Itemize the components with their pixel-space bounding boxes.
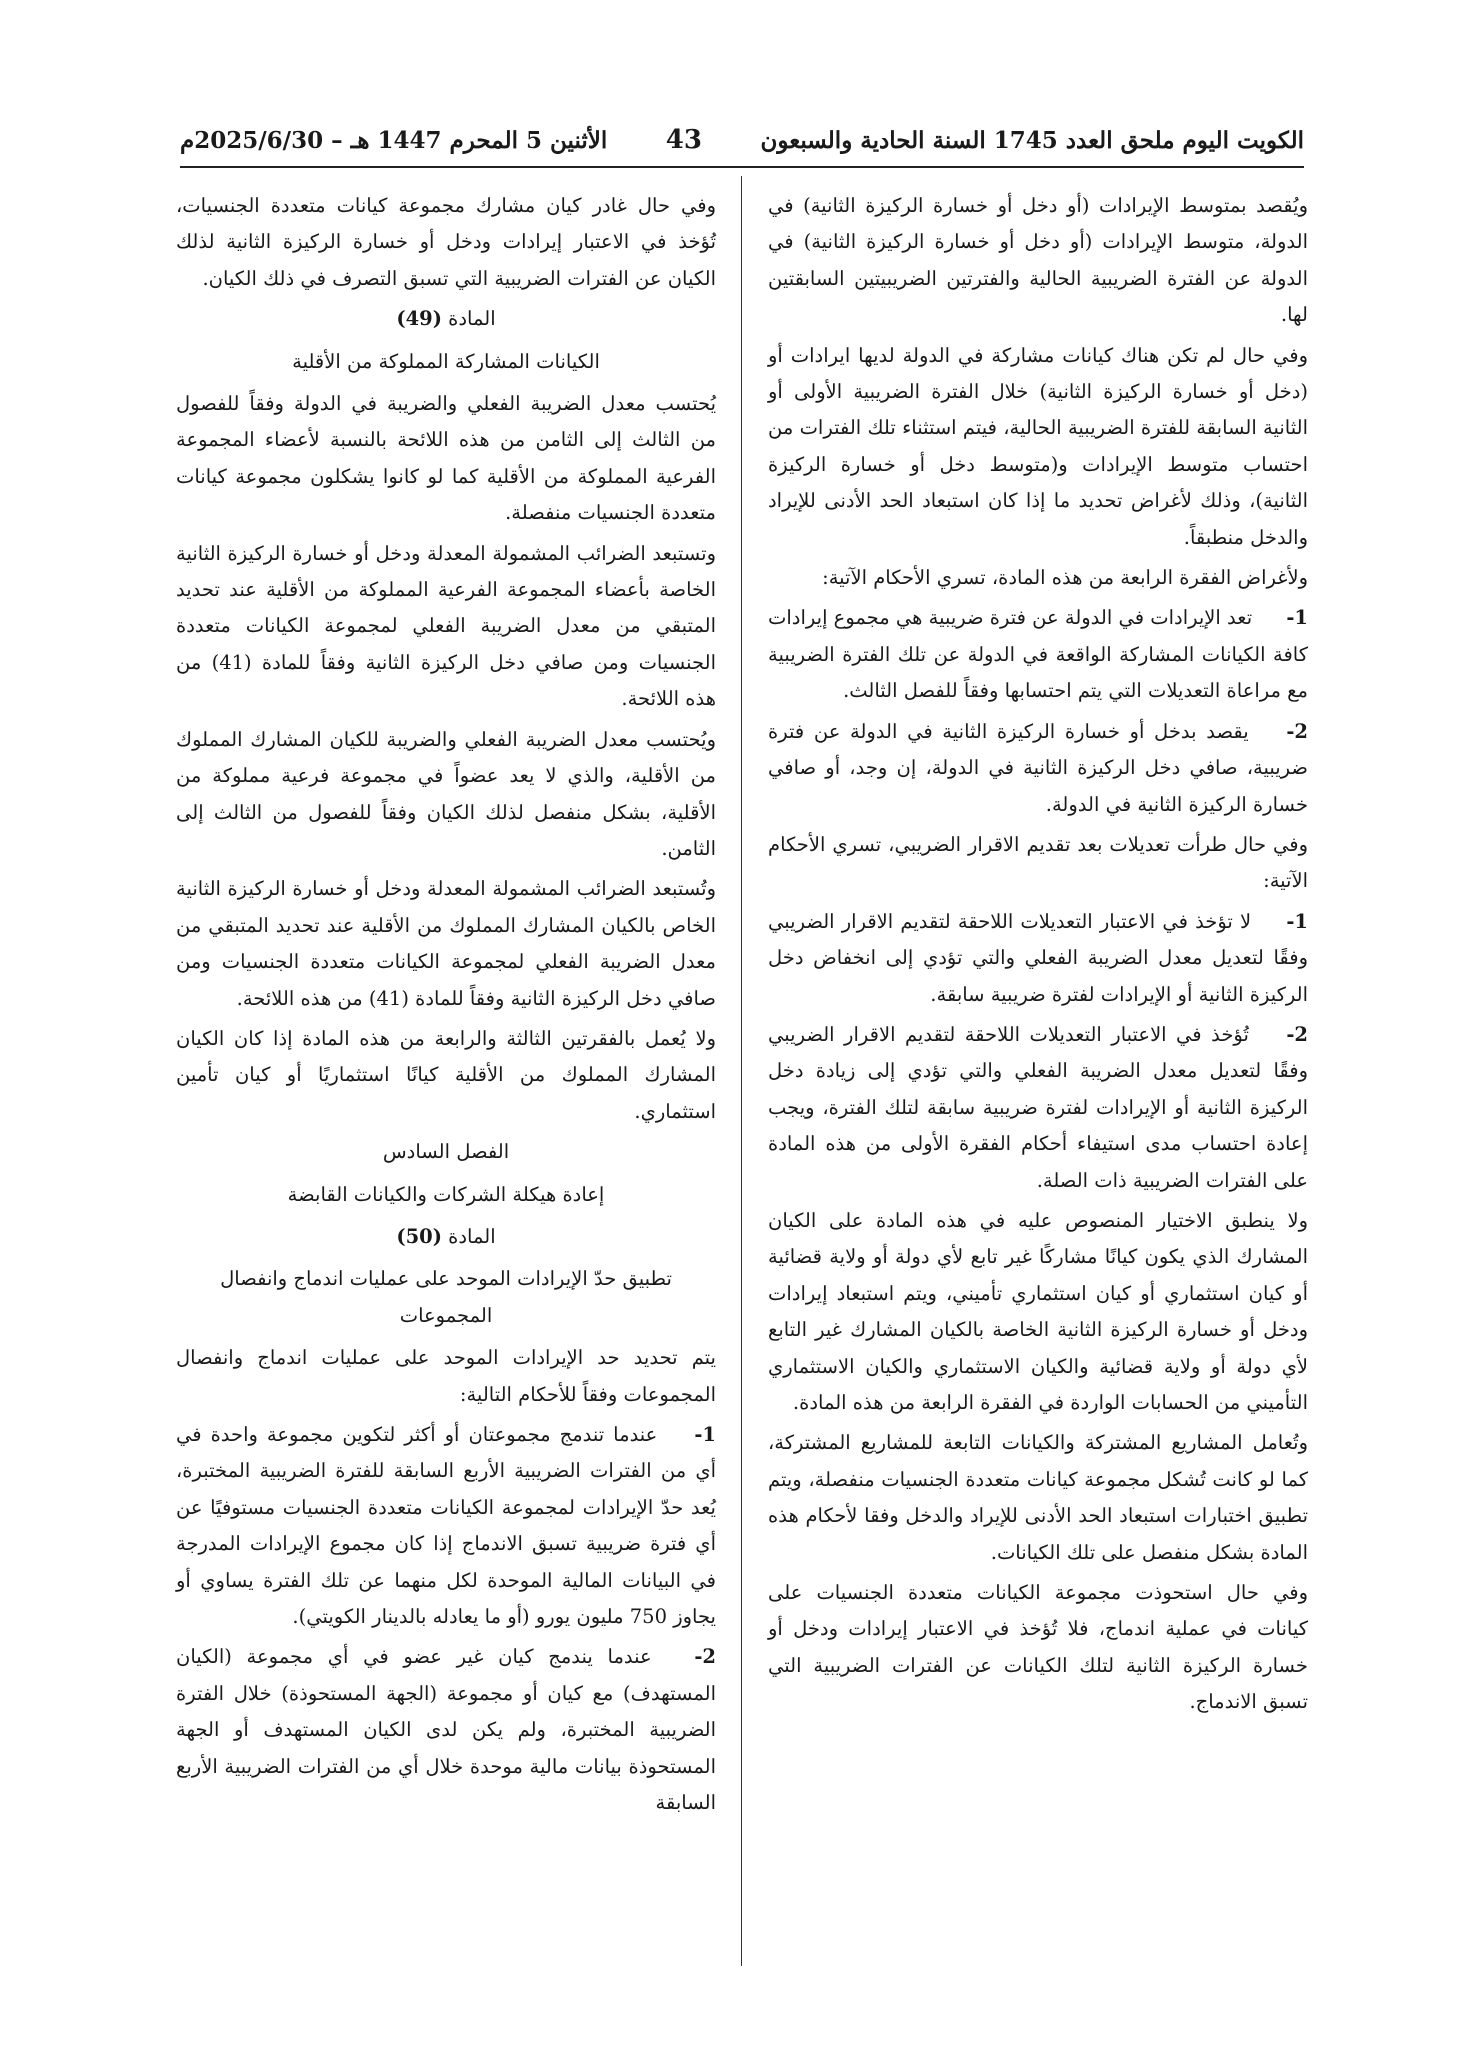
left-column — [176, 188, 716, 1825]
item-text: عندما تندمج مجموعتان أو أكثر لتكوين مجموعة واحدة في أي من الفترات الضريبية الأربع السابقة للفترة الضريبية المختبرة، يُعد حدّ الإيرادات لمجموعة الكيانات متعددة الجنسيات مستوفيًا عن أي فترة ضريبية تسبق الاندماج إذا كان مجموع الإيرادات المدرجة في البيانات المالية الموحدة لكل منهما عن تلك الفترة يساوي أو يجاوز 750 مليون يورو (أو ما يعادله بالدينار الكويتي). — [176, 1423, 716, 1629]
item-text: عندما يندمج كيان غير عضو في أي مجموعة (الكيان المستهدف) مع كيان أو مجموعة (الجهة المستحوذة) خلال الفترة الضريبية المختبرة، ولم يكن لدى الكيان المستهدف أو الجهة المستحوذة بيانات مالية موحدة خلال أي من الفترات الضريبية الأربع السابقة — [176, 1645, 716, 1815]
paragraph: ولا ينطبق الاختيار المنصوص عليه في هذه المادة على الكيان المشارك الذي يكون كيانًا مشاركًا غير تابع لأي دولة أو ولاية قضائية أو كيان استثماري أو كيان استثماري تأميني، ويتم استبعاد إيرادات ودخل أو خسارة الركيزة الثانية الخاصة بالكيان المشارك غير التابع لأي دولة أو ولاية قضائية والكيان الاستثماري والكيان الاستثماري التأميني من الحسابات الواردة في الفقرة الرابعة من هذه المادة. — [768, 1208, 1308, 1414]
paragraph: ويُقصد بمتوسط الإيرادات (أو دخل أو خسارة الركيزة الثانية) في الدولة، متوسط الإيرادات (أو دخل أو خسارة الركيزة الثانية) في الدولة عن الفترة الضريبية الحالية والفترتين الضريبيتين السابقتين لها. — [768, 194, 1308, 327]
item-text: تعد الإيرادات في الدولة عن فترة ضريبية هي مجموع إيرادات كافة الكيانات المشاركة الواقعة في الدولة عن تلك الفترة الضريبية مع مراعاة التعديلات التي يتم احتسابها وفقاً للفصل الثالث. — [768, 606, 1308, 703]
numbered-item — [768, 714, 1308, 823]
item-text: يقصد بدخل أو خسارة الركيزة الثانية في الدولة عن فترة ضريبية، صافي دخل الركيزة الثانية في الدولة، إن وجد، أو صافي خسارة الركيزة الثانية في الدولة. — [768, 719, 1308, 816]
column-divider — [741, 176, 742, 1966]
item-text: تُؤخذ في الاعتبار التعديلات اللاحقة لتقديم الاقرار الضريبي وفقًا لتعديل معدل الضريبة الفعلي والتي تؤدي إلى زيادة دخل الركيزة الثانية أو الإيرادات لفترة ضريبية سابقة لتلك الفترة، ويجب إعادة احتساب مدى استيفاء أحكام الفقرة الأولى من هذه المادة على الفترات الضريبية ذات الصلة. — [768, 1022, 1308, 1192]
paragraph: وفي حال لم تكن هناك كيانات مشاركة في الدولة لديها ايرادات أو (دخل أو خسارة الركيزة الثانية) خلال الفترة الضريبية الأولى أو الثانية السابقة للفترة الضريبية الحالية، فيتم استثناء تلك الفترات من احتساب متوسط الإيرادات و(متوسط دخل أو خسارة الركيزة الثانية)، وذلك لأغراض تحديد ما إذا كان استبعاد الحد الأدنى للإيراد والدخل منطبقاً. — [768, 343, 1308, 549]
header-publication-info: الكويت اليوم ملحق العدد 1745 السنة الحادية والسبعون — [760, 126, 1304, 154]
numbered-item — [176, 1417, 716, 1635]
header-rule — [180, 166, 1304, 168]
article-title-49: الكيانات المشاركة المملوكة من الأقلية — [292, 349, 600, 373]
paragraph: وفي حال استحوذت مجموعة الكيانات متعددة الجنسيات على كيانات في عملية اندماج، فلا تُؤخذ في الاعتبار إيرادات ودخل أو خسارة الركيزة الثانية لتلك الكيانات عن الفترات الضريبية التي تسبق الاندماج. — [768, 1581, 1308, 1714]
item-number: 1- — [1286, 909, 1308, 933]
numbered-item — [768, 904, 1308, 1013]
chapter-title: إعادة هيكلة الشركات والكيانات القابضة — [287, 1182, 605, 1206]
paragraph: يُحتسب معدل الضريبة الفعلي والضريبة في الدولة وفقاً للفصول من الثالث إلى الثامن من هذه اللائحة بالنسبة لأعضاء المجموعة الفرعية المملوكة من الأقلية كما لو كانوا يشكلون مجموعة كيانات متعددة الجنسيات منفصلة. — [176, 392, 716, 525]
item-number: 2- — [1286, 719, 1308, 743]
paragraph: ولأغراض الفقرة الرابعة من هذه المادة، تسري الأحكام الآتية: — [822, 566, 1308, 590]
article-number: (49) — [396, 307, 442, 331]
article-heading-49 — [176, 301, 716, 337]
right-column — [768, 188, 1308, 1725]
numbered-item — [768, 1017, 1308, 1199]
paragraph: وتستبعد الضرائب المشمولة المعدلة ودخل أو خسارة الركيزة الثانية الخاصة بأعضاء المجموعة الفرعية المملوكة من الأقلية عند تحديد المتبقي من معدل الضريبة الفعلي لمجموعة الكيانات متعددة الجنسيات ومن صافي دخل الركيزة الثانية وفقاً للمادة (41) من هذه اللائحة. — [176, 541, 716, 711]
paragraph: يتم تحديد حد الإيرادات الموحد على عمليات اندماج وانفصال المجموعات وفقاً للأحكام التالية: — [176, 1346, 716, 1406]
paragraph: وفي حال طرأت تعديلات بعد تقديم الاقرار الضريبي، تسري الأحكام الآتية: — [768, 832, 1308, 893]
numbered-item — [176, 1639, 716, 1821]
paragraph: ويُحتسب معدل الضريبة الفعلي والضريبة للكيان المشارك المملوك من الأقلية، والذي لا يعد عضواً في مجموعة فرعية مملوكة من الأقلية، بشكل منفصل لذلك الكيان وفقاً للفصول من الثالث إلى الثامن. — [176, 727, 716, 860]
page-header — [180, 118, 1304, 162]
item-text: لا تؤخذ في الاعتبار التعديلات اللاحقة لتقديم الاقرار الضريبي وفقًا لتعديل معدل الضريبة الفعلي والتي تؤدي إلى انخفاض دخل الركيزة الثانية أو الإيرادات لفترة ضريبية سابقة. — [768, 909, 1308, 1006]
paragraph: وتُعامل المشاريع المشتركة والكيانات التابعة للمشاريع المشتركة، كما لو كانت تُشكل مجموعة كيانات متعددة الجنسيات منفصلة، ويتم تطبيق اختبارات استبعاد الحد الأدنى للإيراد والدخل وفقا لأحكام هذه المادة بشكل منفصل على تلك الكيانات. — [768, 1431, 1308, 1564]
article-number: (50) — [396, 1224, 442, 1248]
header-page-number: 43 — [665, 125, 702, 155]
item-number: 2- — [694, 1645, 716, 1669]
item-number: 1- — [1286, 606, 1308, 630]
header-date: الأثنين 5 المحرم 1447 هـ – 2025/6/30م — [180, 126, 608, 154]
article-heading-50 — [176, 1219, 716, 1255]
chapter-heading: الفصل السادس — [382, 1140, 510, 1164]
item-number: 2- — [1286, 1022, 1308, 1046]
article-word: المادة — [448, 307, 496, 331]
paragraph: وفي حال غادر كيان مشارك مجموعة كيانات متعددة الجنسيات، تُؤخذ في الاعتبار إيرادات ودخل أو خسارة الركيزة الثانية لذلك الكيان عن الفترات الضريبية التي تسبق التصرف في ذلك الكيان. — [176, 194, 716, 290]
paragraph: وتُستبعد الضرائب المشمولة المعدلة ودخل أو خسارة الركيزة الثانية الخاص بالكيان المشارك المملوك من الأقلية عند تحديد المتبقي من معدل الضريبة الفعلي لمجموعة الكيانات متعددة الجنسيات ومن صافي دخل الركيزة الثانية وفقاً للمادة (41) من هذه اللائحة. — [176, 877, 716, 1010]
article-title-50: تطبيق حدّ الإيرادات الموحد على عمليات اندماج وانفصال المجموعات — [220, 1267, 672, 1327]
article-word: المادة — [448, 1224, 496, 1248]
item-number: 1- — [694, 1423, 716, 1446]
paragraph: ولا يُعمل بالفقرتين الثالثة والرابعة من هذه المادة إذا كان الكيان المشارك المملوك من الأقلية كيانًا استثماريًا أو كيان تأمين استثماري. — [176, 1026, 716, 1123]
numbered-item — [768, 600, 1308, 709]
